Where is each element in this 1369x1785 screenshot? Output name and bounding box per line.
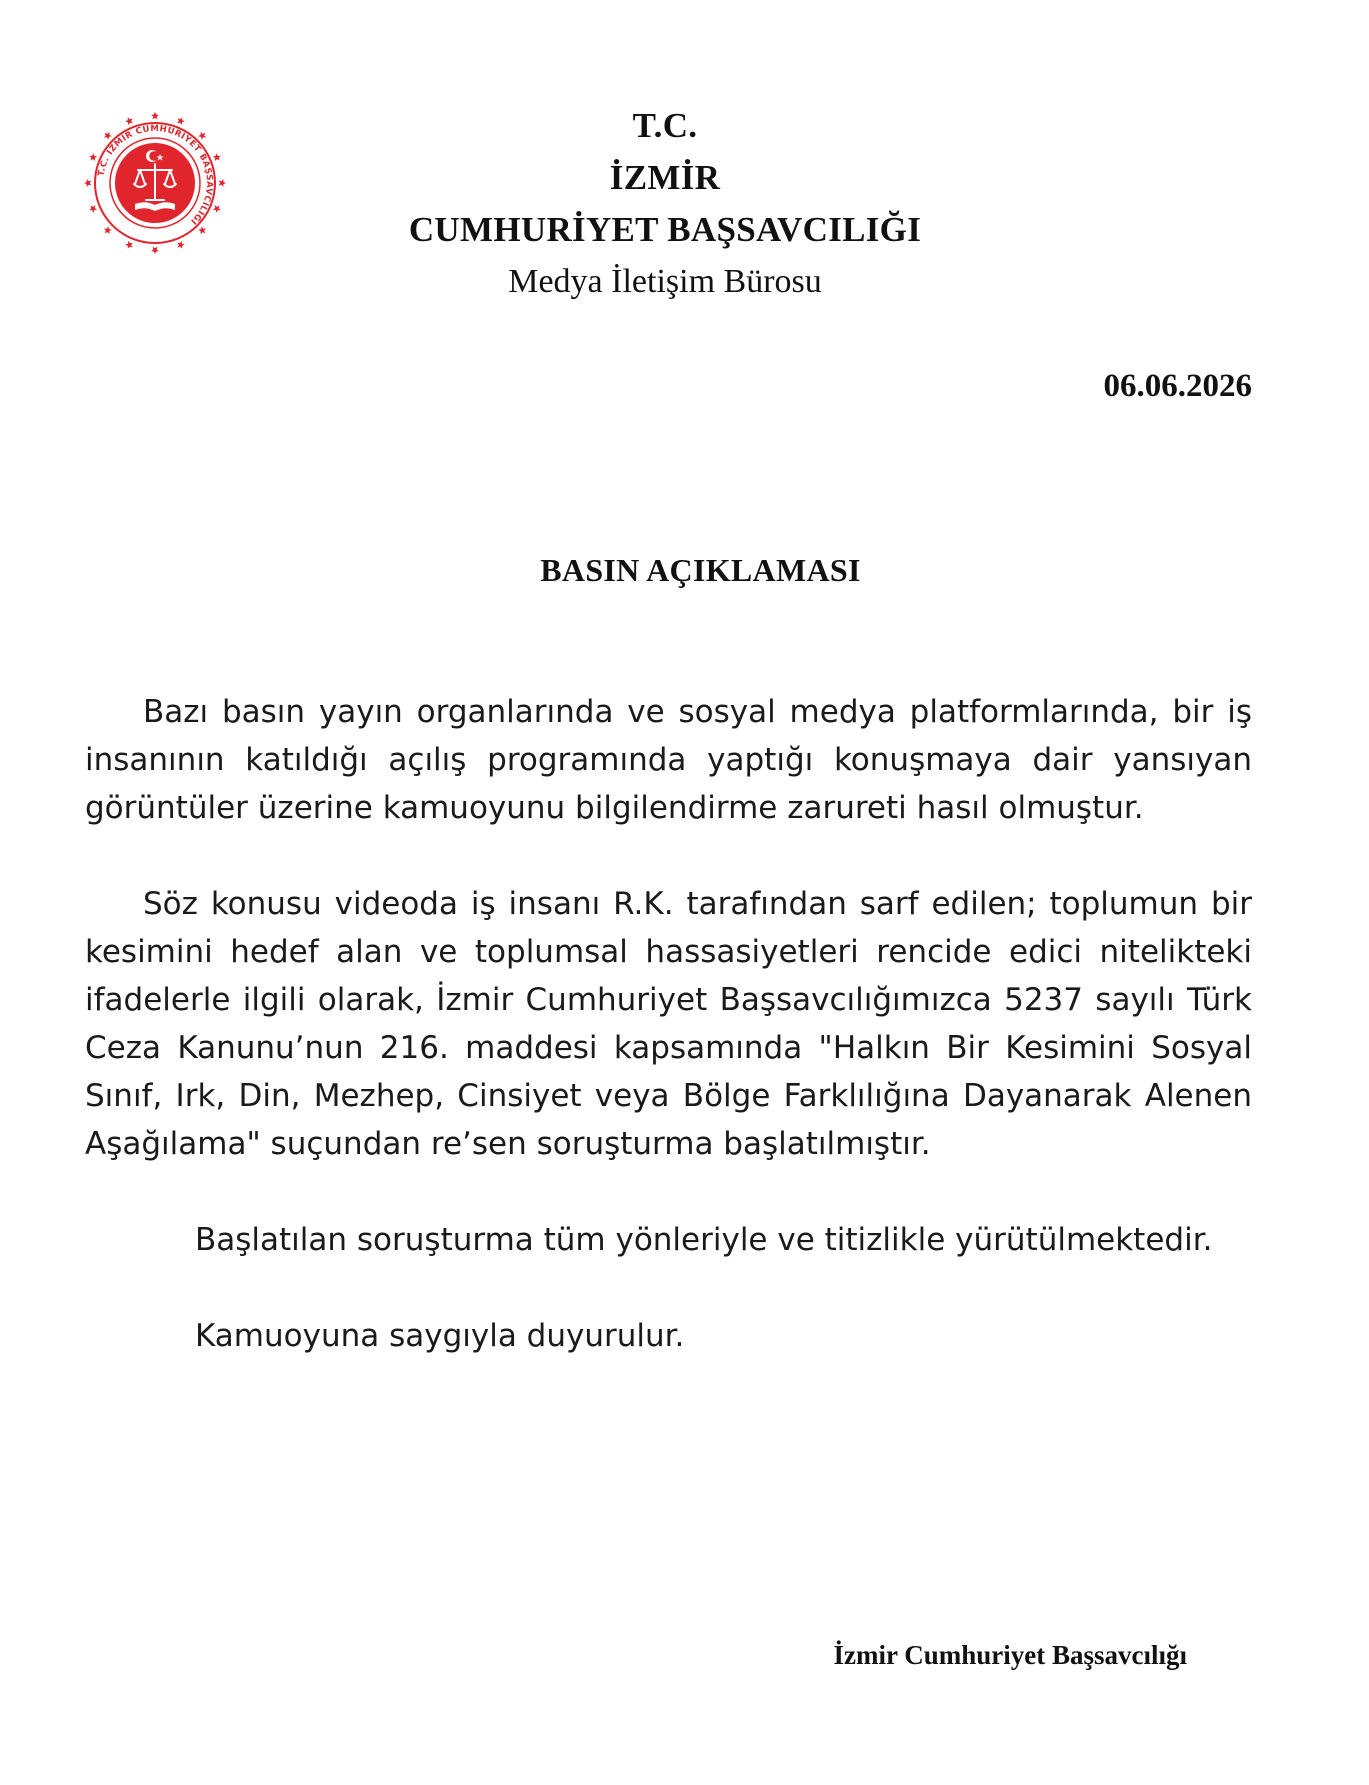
seal-star-icon bbox=[84, 179, 92, 187]
seal-star-icon bbox=[219, 179, 227, 187]
paragraph-4: Kamuoyuna saygıyla duyurulur. bbox=[195, 1318, 685, 1354]
document-date: 06.06.2026 bbox=[1103, 368, 1252, 404]
seal-star-icon bbox=[151, 112, 159, 120]
seal-star-icon bbox=[198, 132, 206, 140]
header-line-institution: CUMHURİYET BAŞSAVCILIĞI bbox=[408, 210, 922, 249]
seal-star-icon bbox=[104, 132, 112, 140]
seal-star-icon bbox=[177, 241, 185, 249]
letterhead bbox=[300, 100, 1030, 308]
seal-star-icon bbox=[198, 226, 206, 234]
seal-star-icon bbox=[89, 205, 97, 213]
seal-star-icon bbox=[213, 205, 221, 213]
svg-text:T.C. İZMİR CUMHURİYET BAŞSAVCI: T.C. İZMİR CUMHURİYET BAŞSAVCILIĞI bbox=[96, 123, 215, 227]
header-subtitle: Medya İletişim Bürosu bbox=[508, 263, 822, 300]
seal-star-icon bbox=[89, 153, 97, 161]
prosecutor-seal-icon bbox=[80, 108, 230, 258]
seal-star-icon bbox=[104, 226, 112, 234]
signature-block: İzmir Cumhuriyet Başsavcılığı bbox=[833, 1640, 1187, 1670]
document-body bbox=[85, 688, 1252, 1360]
header-line-tc: T.C. bbox=[632, 106, 698, 145]
seal-star-icon bbox=[125, 117, 133, 125]
header-line-city: İZMİR bbox=[609, 158, 721, 197]
seal-star-icon bbox=[151, 247, 159, 255]
paragraph-2: Söz konusu videoda iş insanı R.K. tarafından sarf edilen; toplumun bir kesimini hedef alan ve toplumsal hassasiyetleri rencide edici nitelikteki ifadelerle ilgili olarak, İzmir Cumhuriyet Başsavcılığımızca 5237 sayılı Türk Ceza Kanunu’nun 216. maddesi kapsamında "Halkın Bir Kesimini Sosyal Sınıf, Irk, Din, Mezhep, Cinsiyet veya Bölge Farklılığına Dayanarak Alenen Aşağılama" suçundan re’sen soruşturma başlatılmıştır. bbox=[85, 886, 1252, 1162]
seal-star-icon bbox=[125, 241, 133, 249]
document-title: BASIN AÇIKLAMASI bbox=[540, 552, 861, 588]
paragraph-1: Bazı basın yayın organlarında ve sosyal medya platformlarında, bir iş insanının katıldığı açılış programında yaptığı konuşmaya dair yansıyan görüntüler üzerine kamuoyunu bilgilendirme zarureti hasıl olmuştur. bbox=[85, 694, 1252, 826]
seal-star-icon bbox=[213, 153, 221, 161]
paragraph-3: Başlatılan soruşturma tüm yönleriyle ve titizlikle yürütülmektedir. bbox=[195, 1222, 1213, 1258]
seal-star-icon bbox=[177, 117, 185, 125]
